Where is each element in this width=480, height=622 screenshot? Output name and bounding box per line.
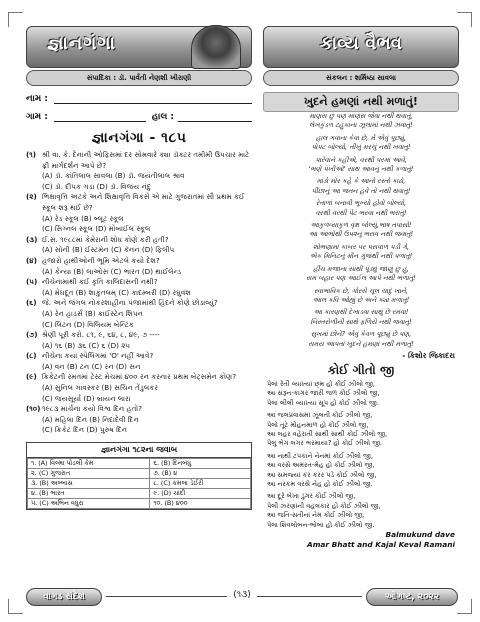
banner-title: કાવ્ય વૈભવ (320, 33, 402, 54)
question-options (26, 288, 252, 299)
poem-line: સ્વાભાવિક છે, ગોરસે ચૂલ ચાદું ખાને, (314, 286, 408, 295)
answer-cell: ૭. (B) ૪ (150, 469, 251, 479)
question-options (26, 383, 252, 394)
poem-line: આલ કવિ ઓહ્યું છે અને ક્યાં મળાતું! (312, 295, 410, 304)
poem2-credit: Balmukund dave (385, 530, 455, 540)
poem-line: સમ બહાર પણ આઈલ આપે નથી ભળાતું! (306, 274, 416, 283)
question-number: (૧૦) (26, 404, 41, 414)
question (26, 330, 252, 341)
gnanganga-banner (26, 26, 252, 68)
question-number (26, 425, 42, 436)
village-blank[interactable] (54, 112, 146, 122)
answer-row (28, 469, 251, 479)
question-text: શ્રેણી પૂરી કરો. ૮૧, ૯, ૬૪, ૮, ૪૯, ૭ ---- (42, 330, 160, 340)
question-number: (૭) (26, 330, 38, 340)
question-number: (૩) (26, 234, 38, 244)
question (26, 235, 252, 246)
question-number: (૮) (26, 351, 37, 361)
question-text: (C) સિગ્નલ સ્કૂલ (D) મોબાઈલ સ્કૂલ (42, 224, 151, 234)
question-number: (૫) (26, 277, 38, 287)
question-number (26, 341, 42, 352)
question-options (26, 214, 252, 225)
question-number (26, 415, 42, 426)
footer-issue-date: ઓગષ્ટ, ૨૦૨૨ (366, 588, 458, 606)
crop-mark (8, 599, 23, 614)
question (26, 256, 252, 267)
answer-row (28, 489, 251, 499)
poem-line: માણસ છું પણ માણસ જેવા નથી થવાતું, (309, 112, 413, 120)
editor-credit: સંપાદિકા : ડૉ. પાર્વતી નેણશી ખીરાણી (26, 70, 252, 86)
poem1-body (263, 112, 459, 349)
footer-magazine-name: વાગડ સંદેશ (26, 588, 102, 606)
answer-row (28, 499, 251, 509)
poem-line: આકુળવ્યાકુળ વૃક્ષ બોલ્યું,ભાષ તપાસો! (310, 221, 412, 230)
question-number (26, 394, 42, 405)
question-options (26, 309, 252, 320)
answer-cell: ૧૦. (B) ૪૦૦ (150, 499, 251, 509)
name-blank[interactable] (54, 94, 252, 104)
question (26, 298, 252, 309)
question-text: (A) કેન્યા (B) લાઓસ (C) ભારત (D) થાઈલેન્ડ (42, 266, 182, 276)
answer-cell: ૩. (B) અબ્બાસ (28, 479, 150, 489)
section-title: જ્ઞાનગંગા - ૧૮૫ (91, 130, 187, 146)
question-options (26, 267, 252, 278)
question-text: ૧૯૮૩ માર્ચના કયો વિશ્વ દિન હતો? (42, 404, 142, 414)
answer-cell: ૯. (D) ચાંદી (150, 489, 251, 499)
question-number: (૬) (26, 298, 37, 308)
compiler-credit: સંકલન : શર્મિષ્ઠા સાવલા (263, 70, 459, 86)
name-label: નામ : (26, 94, 48, 104)
question-options (26, 394, 252, 405)
page-number-text: (૧૩) (227, 590, 256, 600)
question (26, 351, 252, 362)
banner-title: જ્ઞાનગંગા (47, 33, 116, 54)
poem-line: પેલાં રેતી વ્યાખ્યાં છ્મ હો કોઈ ઝીલો જી, (267, 379, 375, 388)
question-number: (૪) (26, 255, 38, 265)
poem-line: બિસ્તરોળીની સાથે ફળિયે નથી જવાતું! (310, 317, 412, 326)
question-number (26, 383, 42, 394)
question-options (26, 245, 252, 256)
answers-box (26, 442, 252, 510)
village-field (26, 112, 252, 122)
poem-line: એક મિનિટનું મૌન ગુંજથી નથી પળાતું! (309, 252, 413, 261)
question-options (26, 415, 252, 426)
name-field (26, 94, 252, 104)
poem-line: આ વરસે અમરત-મેહ હો કોઈ ઝીલો જી, (267, 461, 375, 470)
question-text: (C) ડૉ. દીપક ગડા (D) ડૉ. વિજય નંદુ (42, 181, 151, 191)
answer-row (28, 479, 251, 489)
question-text: (C) લિટન (D) વિલિયમ બેન્ટિંક (42, 319, 134, 329)
kavya-column (263, 26, 459, 550)
poem2-title: કોઈ ગીતો જી (327, 362, 395, 377)
question-list (26, 150, 252, 436)
poem1-author: - કિશોર જિકાદરા (402, 350, 455, 360)
poem-line: પેલા શિવલોબન-ભોબા હો કોઈ ઝીલો જી. (267, 520, 375, 529)
answer-cell: ૮. (C) કમલા ડેઈરી (150, 479, 251, 489)
question-text: નીચેનામાંથી કઈ કૃતિ કાલિદાસની નથી? (42, 277, 158, 287)
poem-line: સમય આપતાં ખુદને હમણાં નથી મળાતું! (308, 339, 414, 348)
question-number (26, 182, 42, 193)
page-footer (26, 588, 458, 606)
poem2-body (263, 380, 459, 530)
poem-line: આ સમજ્યાં કંર કરર પડે કોઈ ઝીલો જી, (267, 470, 377, 479)
poem-line: આ દૂરે બેખા ડુંગર કોઈ ઝીલો જી, (267, 492, 356, 501)
poem-line: પારેવાને કહીએ, વરથી પરમાં આવે, (315, 155, 407, 164)
poem-line: સુખમાં છોને? એવું કેવળ પૂછ્યું છે પણ, (310, 330, 412, 339)
question-number (26, 362, 42, 373)
question-text: (C) જયસૂર્યા (D) બ્રાયન લારા (42, 393, 131, 403)
question-number (26, 224, 42, 235)
question-number (26, 288, 42, 299)
question-text: (A) વન (B) ટન (C) રન (D) સન (42, 361, 141, 371)
crop-mark (8, 12, 23, 27)
poem-line: શોભણામાં કાબર પર પસવાળ પડી ગે, (313, 242, 409, 251)
question-text: ક્રિકેટની રમતમાં ટેસ્ટ મેચમાં ૪૦૦ રન કરનાર પ્રથમ બેટ્સમેન કોણ? (42, 372, 237, 382)
poem-line: આ જલપ્રવાસમાં ઝૂલતી કોઈ ઝીલો જી, (267, 411, 373, 420)
question (26, 150, 252, 171)
question-options (26, 224, 252, 235)
village-label: ગામ : (26, 112, 48, 122)
answers-table (27, 458, 251, 509)
poem-line: રેતાળાં બનાવી ભૂખ્યો હોવો બોલ્યો, (315, 199, 407, 208)
poem-line: પીંછાનું આ જતન હવે તો નથી થવાતું! (311, 186, 411, 195)
question-text: (A) મહિલા દિન (B) નિદાદેવી દિન (42, 414, 139, 424)
question (26, 192, 252, 213)
answer-cell: ૨. (C) ગુજરાત (28, 469, 150, 479)
poem-line: આ કારણથી દેખાડવા સાથું છે રમવા! (313, 308, 409, 317)
editor-photo (191, 25, 241, 69)
poem-line: વરથી વરથી પેટ ભરવા નથી ભરાતું! (315, 208, 407, 217)
answer-row (28, 459, 251, 469)
question-text: નીચેના કયા સ્પેલિંગમાં 'O' નહીં આવે? (42, 351, 154, 361)
question-number (26, 267, 42, 278)
question-number: (૨) (26, 192, 37, 202)
question-text: (A) રેન હાડર્સ (B) ક્રાઈસ્ટેન શિપન (42, 308, 143, 318)
poem-line: આ લહર વહેરાતી સાથી સાથી કોઈ ઝીલો જી, (267, 429, 388, 438)
question-text: (A) ૧૬ (B) ૩૬ (C) ૬ (D) ૨૫ (42, 340, 131, 350)
question-number (26, 171, 42, 182)
taluka-blank[interactable] (178, 112, 252, 122)
question-options (26, 362, 252, 373)
poem-line: આ સરૂન-કાગર જારી જળ કોઈ ઝીલો જી, (267, 389, 380, 398)
poem-line: પેલા લીલી વ્યાખ્યા સૂપ હો કોઈ ઝીલો જી. (267, 398, 379, 407)
question-number: (૯) (26, 372, 37, 382)
question-number (26, 309, 42, 320)
answer-cell: ૪. (B) ભારત (28, 489, 150, 499)
gnanganga-column (26, 26, 252, 510)
poem-line: પેલો તૂટે મોહનમાળ હો કોઈ ઝીલો જી, (267, 420, 369, 429)
poem2-credit: Amar Bhatt and Kajal Keval Ramani (306, 540, 455, 550)
answer-cell: ૬. (B) દિનબંધુ (150, 459, 251, 469)
question-number: (૧) (26, 150, 37, 159)
question-text: (A) સોની (B) ઈસ્ટમેન (C) કૅનન (D) ફિલીપ (42, 245, 175, 255)
question-options (26, 171, 252, 182)
question-text: હજારો હાથીઓની ભૂમિ એટલે કયો દેશ? (42, 255, 160, 265)
question (26, 277, 252, 288)
poem-line: આ જતિ-સતીનાં નેમ કોઈ ઝીલો જી, (267, 511, 365, 520)
poem-line: આ નરકમ વરસે નેહ હો કોઈ ઝીલો જી. (267, 480, 373, 488)
answers-title: જ્ઞાનગંગા ૧૮૨ના જવાબ (27, 443, 251, 458)
poem-line: પોપટ બોલ્યો, તીખું મરચું નથી ખવાતું! (311, 143, 411, 152)
poem-line: પેલી ઝરણાંની વહલકાર હો કોઈ ઝીલો જી, (267, 501, 381, 510)
question-options (26, 182, 252, 193)
answer-cell: ૧. (A) વિલ્મા પોડલી કેમ (28, 459, 150, 469)
question (26, 372, 252, 383)
poem-line: આ આભોથી ઉપ૨નું ભરાવ નથી જવાતું! (308, 230, 414, 239)
poem-line: લેખકુંડળ ટહુકાના ઝૂલામાં નથી ઝવાતું! (309, 121, 413, 130)
question-text: જે. અને જંગલ નોકરશાહીના પંજામાંથી હિંદને કોણે છોડાવ્યું? (42, 298, 218, 308)
question-number (26, 245, 42, 256)
question-number (26, 214, 42, 225)
poem-line: 'ભણે પંખીઓ' સાથ આવનું નથી કળાતું! (308, 165, 414, 174)
question-text: ઈ.સ. ૧૯૮૮માં કેમેરાની શોધ કોણે કરી હતી? (42, 234, 169, 244)
poem1-title: ખુદને હમણાં નથી મળાતું! (263, 92, 459, 112)
question-text: (C) ક્રિકેટ દિન (D) પુરુષ દિન (42, 425, 128, 435)
question-text: શ્રી વા. કે. દેનાની ઓફિસમાં દર સોમવારે ક્યા ડૉક્ટર તમીમી ઉપચાર માટે ફ્રી માર્ગદર્શન આપે છે? (42, 150, 250, 170)
question-options (26, 341, 252, 352)
question-number (26, 320, 42, 331)
taluka-label: હાલ : (151, 112, 175, 122)
answer-cell: ૫. (C) અભિન વધુરા (28, 499, 150, 509)
crop-mark (457, 599, 472, 614)
question-options (26, 425, 252, 436)
poem-line: પેલું ભેગ લગર ભરમાયા? હો કોઈ ઝીલો જી. (267, 439, 383, 448)
question (26, 404, 252, 415)
question-text: (A) રેડ સ્કૂલ (B) બ્લૂટ સ્કૂલ (42, 213, 124, 223)
question-text: (A) સુનિલ ગાવસ્કર (B) સચિન તેંડુલકર (42, 383, 159, 393)
kavya-banner (263, 26, 459, 68)
poem-line: હાલ ગવાના કેવા છે, મેં એવું પૂછ્યું, (316, 133, 406, 142)
question-text: ભિક્ષાવૃત્તિ અટકે અને શિક્ષાવૃત્તિ વિકસે એ માટે ગુજરાતમાં સૌ પ્રથમ કઈ સ્કૂલ શરૂ થઈ છે? (42, 192, 245, 212)
crop-mark (457, 12, 472, 27)
poem-line: હીંચ મજાના સાથી પૂંડ્યું જાણું છું હું, (313, 264, 409, 273)
question-text: (A) મેઘદૂત (B) શાકુંતલમ્ (C) કાદમ્બરી (D) રઘુવંશ (42, 287, 191, 297)
question-text: (A) ડૉ. કાંતિલાલ સાવલા (B) ડૉ. જયંતીલાલ શ્રાવ (42, 171, 185, 181)
question-options (26, 320, 252, 331)
poem-line: માંડો મોર કહે કે આનો રસ્તો કાઢો, (316, 177, 406, 186)
poem-line: આ નાથી ટપકાને નેનમાં કોઈ ઝીલો જી, (267, 451, 373, 460)
